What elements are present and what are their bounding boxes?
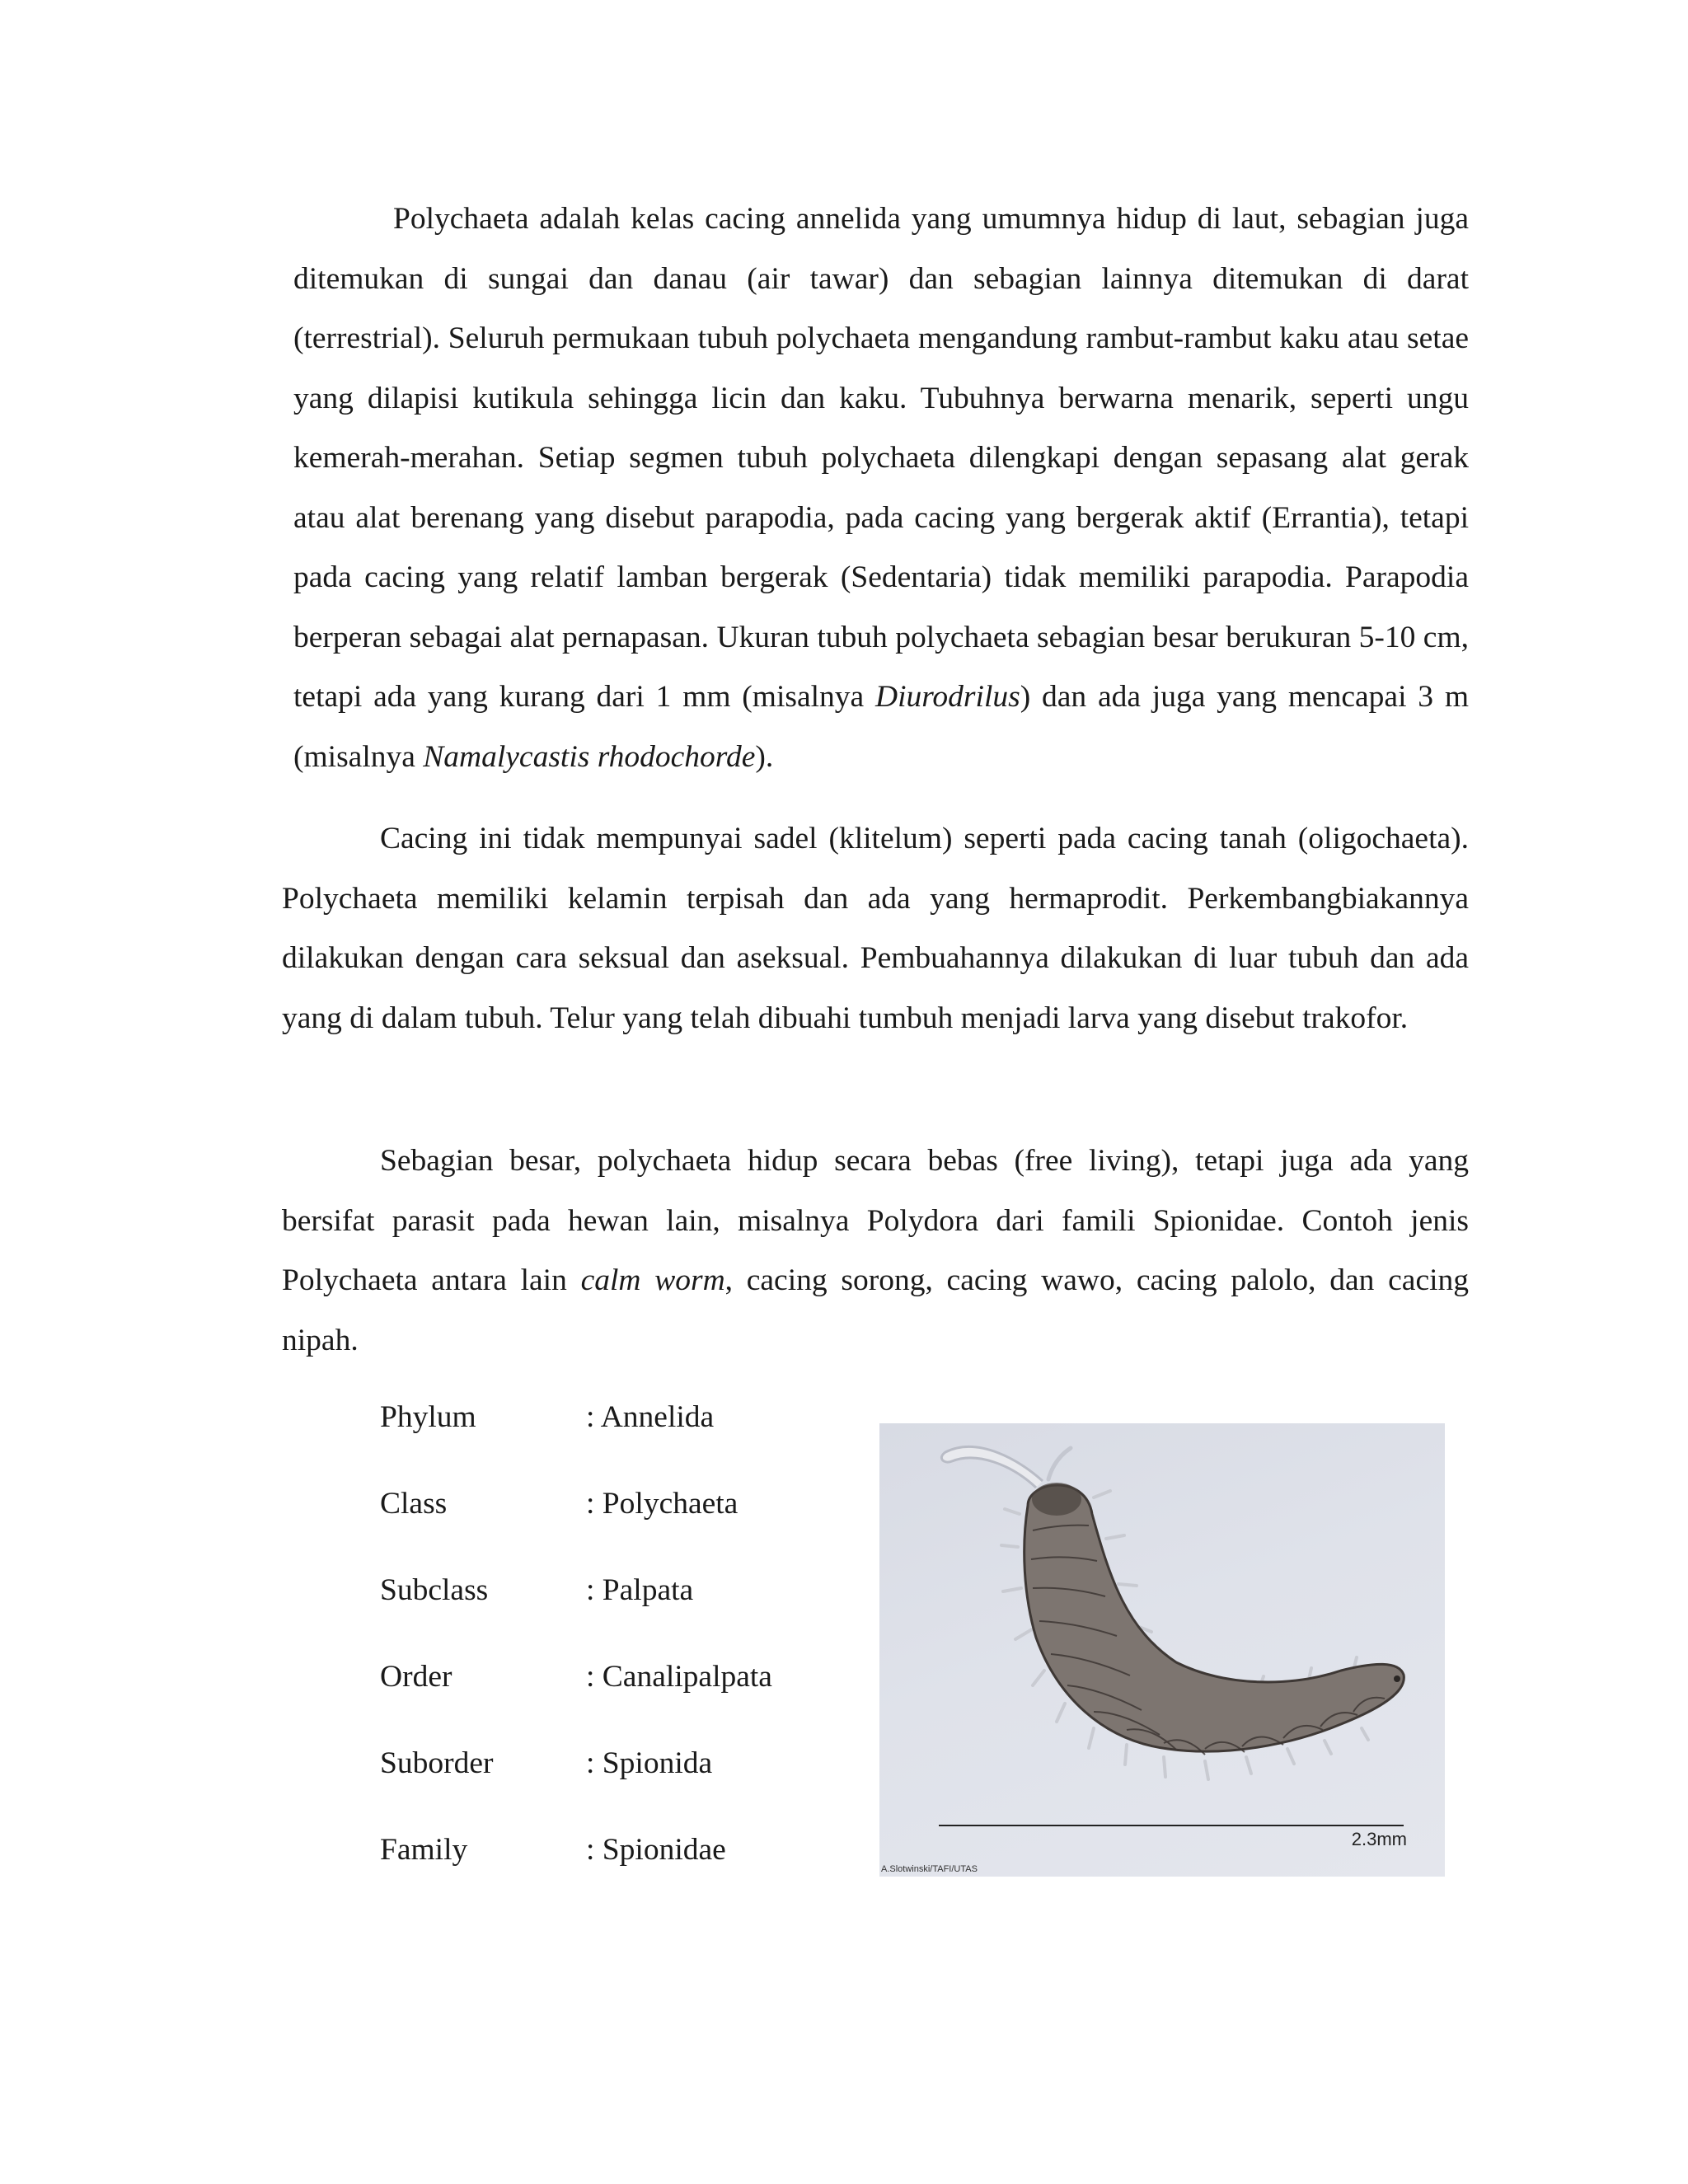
worm-head: [1032, 1483, 1081, 1516]
worm-illustration: [879, 1423, 1445, 1877]
taxonomy-value: : Spionida: [586, 1746, 713, 1780]
taxonomy-value: : Palpata: [586, 1573, 694, 1607]
taxonomy-row: [380, 1739, 842, 1825]
paragraph-lifestyle: [282, 1132, 1469, 1371]
taxonomy-rank: Family: [380, 1833, 468, 1867]
photo-credit: A.Slotwinski/TAFI/UTAS: [881, 1864, 978, 1874]
taxonomy-row: [380, 1393, 842, 1479]
specimen-photo: [879, 1423, 1445, 1877]
taxonomy-value: : Spionidae: [586, 1833, 726, 1867]
taxonomy-rank: Order: [380, 1660, 452, 1694]
paragraph-text: Polychaeta adalah kelas cacing annelida yang umumnya hidup di laut, sebagian juga ditemukan di sungai dan danau (air tawar) dan sebagian lainnya ditemukan di darat (terrestrial). Seluruh permukaan tubuh polychaeta mengandung rambut-rambut kaku atau setae yang dilapisi kutikula sehingga licin dan kaku. Tubuhnya berwarna menarik, seperti ungu kemerah-merahan. Setiap segmen tubuh polychaeta dilengkapi dengan sepasang alat gerak atau alat berenang yang disebut parapodia, pada cacing yang bergerak aktif (Errantia), tetapi pada cacing yang relatif lamban bergerak (Sedentaria) tidak memiliki parapodia. Parapodia berperan sebagai alat pernapasan. Ukuran tubuh polychaeta sebagian besar berukuran 5-10 cm, tetapi ada yang kurang dari 1 mm (misalnya: [293, 202, 1469, 714]
paragraph-intro: [293, 190, 1469, 787]
taxonomy-rank: Subclass: [380, 1573, 489, 1607]
paragraph-text: Sebagian besar, polychaeta hidup secara bebas (free living), tetapi juga ada yang bersifat parasit pada hewan lain, misalnya Polydora dari famili Spionidae. Contoh jenis Polychaeta antara lain: [282, 1144, 1469, 1297]
taxonomy-value: : Polychaeta: [586, 1487, 738, 1521]
paragraph-reproduction: Cacing ini tidak mempunyai sadel (klitelum) seperti pada cacing tanah (oligochaeta). Polychaeta memiliki kelamin terpisah dan ada yang hermaprodit. Perkembangbiakannya dilakukan dengan cara seksual dan aseksual. Pembuahannya dilakukan di luar tubuh dan ada yang di dalam tubuh. Telur yang telah dibuahi tumbuh menjadi larva yang disebut trakofor.: [282, 822, 1469, 1035]
palp: [1048, 1448, 1071, 1479]
taxonomy-row: [380, 1479, 842, 1566]
species-name: Namalycastis rhodochorde: [423, 739, 756, 774]
taxonomy-row: [380, 1652, 842, 1739]
taxonomy-value: : Annelida: [586, 1400, 715, 1434]
species-name: Diurodrilus: [874, 680, 1020, 714]
paragraph-text: , cacing sorong, cacing wawo, cacing palolo, dan cacing nipah.: [282, 1263, 1470, 1357]
taxonomy-list: [380, 1393, 842, 1912]
taxonomy-row: [380, 1825, 842, 1912]
paragraph-text: ).: [755, 739, 774, 774]
taxonomy-rank: Class: [380, 1487, 448, 1521]
pygidium: [1394, 1675, 1400, 1682]
scale-label: 2.3mm: [1351, 1829, 1407, 1849]
palp: [941, 1446, 1043, 1488]
taxonomy-value: : Canalipalpata: [586, 1660, 772, 1694]
paragraph-text: ) dan ada juga yang mencapai 3 m (misalnya: [293, 680, 1469, 774]
taxonomy-rank: Phylum: [380, 1400, 476, 1434]
common-name: calm worm: [580, 1263, 725, 1297]
taxonomy-row: [380, 1566, 842, 1652]
taxonomy-rank: Suborder: [380, 1746, 494, 1780]
